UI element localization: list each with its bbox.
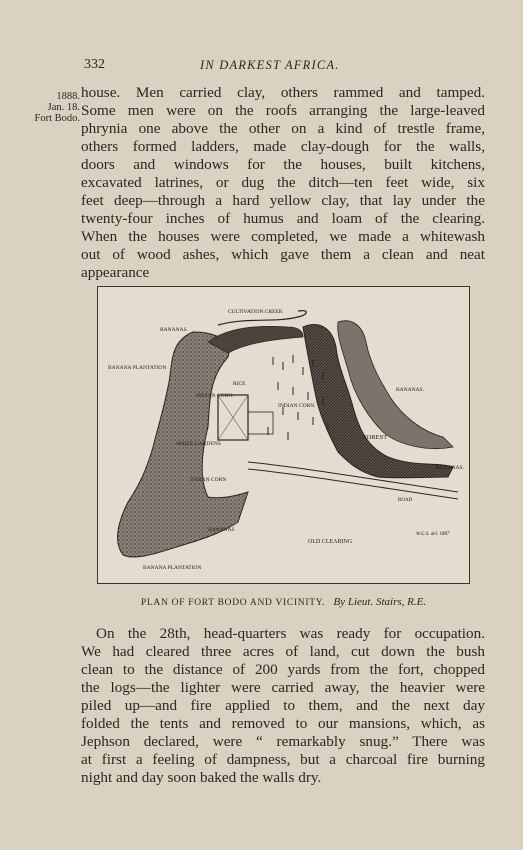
body-line: excavated latrines, or dug the ditch—ten feet wide, six	[81, 174, 485, 191]
body-line: night and day soon baked the walls dry.	[81, 769, 322, 786]
body-line: appearance	[81, 264, 150, 281]
label-road: ROAD	[398, 498, 413, 503]
label-maize-gardens: MAIZE GARDENS	[176, 441, 221, 447]
label-indian-corn-1: INDIAN CORN.	[196, 393, 234, 399]
margin-note-place: Fort Bodo.	[34, 113, 80, 124]
body-line: clean to the distance of 200 yards from the fort, chopped	[81, 661, 485, 678]
label-old-clearing: OLD CLEARING	[308, 539, 353, 545]
label-indian-corn-3: INDIAN CORN	[190, 477, 227, 483]
label-banana-plantation-s: BANANA PLANTATION	[143, 565, 202, 571]
caption-plan: PLAN OF FORT BODO AND VICINITY.	[140, 598, 326, 608]
label-cultivation-creek: CULTIVATION CREEK	[228, 309, 283, 315]
figure-caption	[97, 596, 470, 608]
body-line: piled up—and fire applied to them, and the next day	[81, 697, 485, 714]
label-signature: W.G.S. del. 1887	[416, 532, 450, 537]
map-figure	[97, 286, 470, 584]
label-bananas-e1: BANANAS.	[396, 387, 424, 393]
body-line: house. Men carried clay, others rammed and tamped.	[81, 84, 485, 101]
label-rice: RICE	[233, 381, 246, 387]
label-bananas-nw: BANANAS.	[160, 327, 188, 333]
body-line: We had cleared three acres of land, cut down the bush	[81, 643, 485, 660]
page-number: 332	[84, 57, 105, 72]
body-line: others formed ladders, made clay-dough for the walls,	[81, 138, 485, 155]
body-line: at first a feeling of dampness, but a charcoal fire burning	[81, 751, 485, 768]
body-line: folded the tents and removed to our mansions, which, as	[81, 715, 485, 732]
body-line: Some men were on the roofs arranging the large-leaved	[81, 102, 485, 119]
margin-note-year: 1888.	[56, 91, 80, 102]
label-bananas-s: BANANAS	[208, 527, 235, 533]
body-line: twenty-four inches of humus and loam of the clearing.	[81, 210, 485, 227]
label-bananas-e2: BANANAS.	[436, 465, 464, 471]
body-line: doors and windows for the houses, built kitchens,	[81, 156, 485, 173]
body-line: feet deep—through a hard yellow clay, that lay under the	[81, 192, 485, 209]
margin-note-date: Jan. 18.	[47, 102, 80, 113]
body-line: Jephson declared, were “ remarkably snug.” There was	[81, 733, 485, 750]
body-line: the logs—the lighter were carried away, the heavier were	[81, 679, 485, 696]
fort-bodo-map	[98, 287, 468, 582]
label-indian-corn-2: INDIAN CORN.	[278, 403, 316, 409]
body-line: phrynia one above the other on a kind of trestle frame,	[81, 120, 485, 137]
body-line: On the 28th, head-quarters was ready for occupation.	[96, 625, 485, 642]
body-line: When the houses were completed, we made a whitewash	[81, 228, 485, 245]
caption-credit: By Lieut. Stairs, R.E.	[333, 596, 427, 608]
label-forest: FOREST	[363, 434, 388, 441]
tree-fringe-north	[208, 326, 303, 353]
body-line: out of wood ashes, which gave them a clean and neat	[81, 246, 485, 263]
label-banana-plantation-w: BANANA PLANTATION	[108, 365, 167, 371]
running-head: IN DARKEST AFRICA.	[200, 58, 340, 72]
